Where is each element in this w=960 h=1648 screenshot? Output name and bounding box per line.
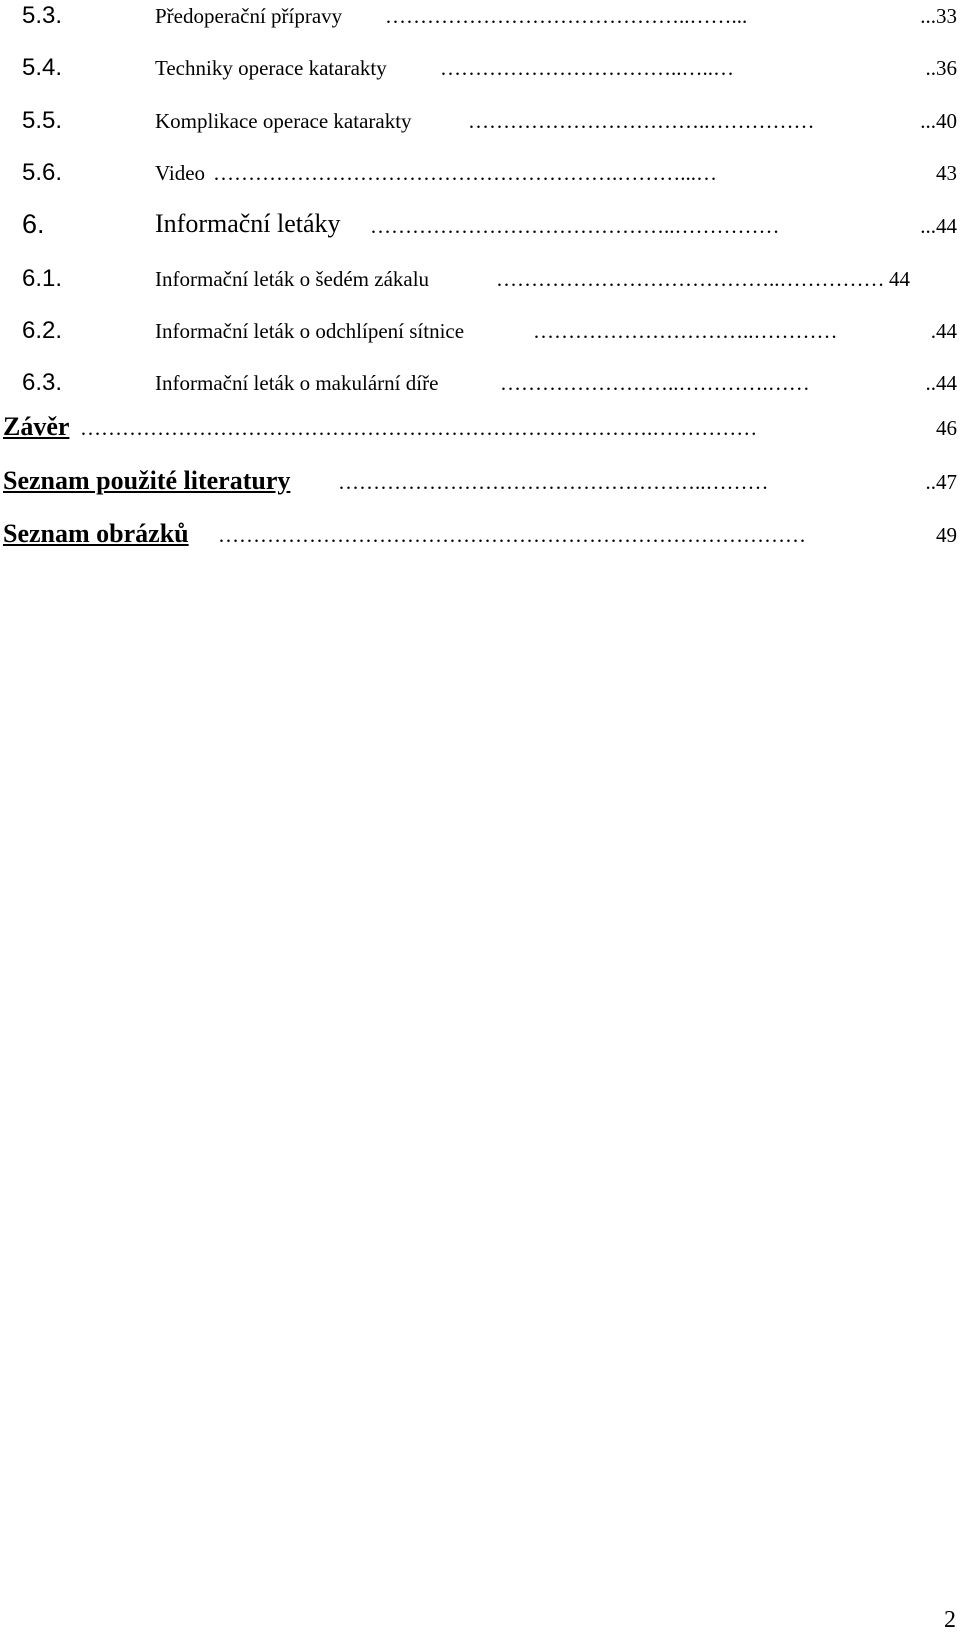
toc-chapter-page: ..47 — [925, 470, 957, 494]
toc-entry-page: ...40 — [920, 109, 957, 133]
toc-entry-page: ...33 — [920, 4, 957, 28]
toc-entry-number: 5.5. — [22, 107, 63, 134]
toc-entry-number: 5.6. — [22, 159, 63, 186]
toc-leader: ………………………………………………………………………… — [218, 525, 806, 546]
toc-entry-number: 5.3. — [22, 2, 63, 29]
toc-entry-number: 6.3. — [22, 369, 63, 396]
toc-entry — [0, 161, 957, 191]
toc-entry-page: .44 — [930, 319, 957, 343]
toc-leader: …………………………..………… — [533, 321, 838, 342]
toc-entry-number: 5.4. — [22, 54, 63, 81]
toc-chapter-title: Závěr — [3, 412, 70, 441]
toc-entry — [0, 267, 957, 297]
toc-leader: ……………………..………….…… — [500, 373, 810, 394]
toc-chapter — [0, 468, 957, 502]
toc-leader: ……………………………………………..……… — [338, 472, 769, 493]
toc-leader: ……………………………………………………………………….…………… — [80, 418, 758, 439]
toc-entry-page: ..36 — [925, 56, 957, 80]
toc-chapter-title: Seznam obrázků — [3, 519, 189, 548]
toc-chapter — [0, 521, 957, 555]
toc-entry-page: ...44 — [920, 214, 957, 238]
toc-chapter-title: Seznam použité literatury — [3, 466, 291, 495]
toc-leader: ………………………………………………….………...… — [213, 163, 717, 184]
toc-entry-page: 44 — [889, 267, 910, 291]
toc-entry — [0, 4, 957, 34]
toc-entry-page: 43 — [936, 161, 957, 185]
toc-entry-number: 6.2. — [22, 317, 63, 344]
toc-entry-number: 6. — [22, 209, 45, 239]
toc-leader: ……………………………………..…………… — [370, 216, 780, 237]
toc-entry — [0, 211, 957, 245]
toc-entry-title: Techniky operace katarakty — [155, 56, 387, 80]
toc-entry-title: Video — [155, 161, 206, 185]
toc-chapter-page: 49 — [936, 523, 957, 547]
toc-entry-title: Komplikace operace katarakty — [155, 109, 412, 133]
toc-entry-title: Informační letáky — [155, 209, 341, 238]
toc-entry-number: 6.1. — [22, 265, 63, 292]
toc-entry — [0, 371, 957, 401]
toc-leader: ……………………………..…………… — [468, 111, 815, 132]
toc-entry-title: Informační leták o odchlípení sítnice — [155, 319, 465, 343]
toc-entry-title: Informační leták o šedém zákalu — [155, 267, 430, 291]
toc-chapter — [0, 414, 957, 448]
toc-leader: ……………………………..…..… — [440, 58, 734, 79]
toc-entry-title: Informační leták o makulární díře — [155, 371, 439, 395]
toc-leader: ……………………………………..……... — [385, 6, 748, 27]
toc-entry-title: Předoperační přípravy — [155, 4, 343, 28]
page-number: 2 — [944, 1607, 956, 1633]
toc-entry — [0, 56, 957, 86]
toc-chapter-page: 46 — [936, 416, 957, 440]
toc-entry — [0, 319, 957, 349]
toc-entry — [0, 109, 957, 139]
toc-leader: …………………………………..…………… — [496, 269, 885, 290]
toc-entry-page: ..44 — [925, 371, 957, 395]
